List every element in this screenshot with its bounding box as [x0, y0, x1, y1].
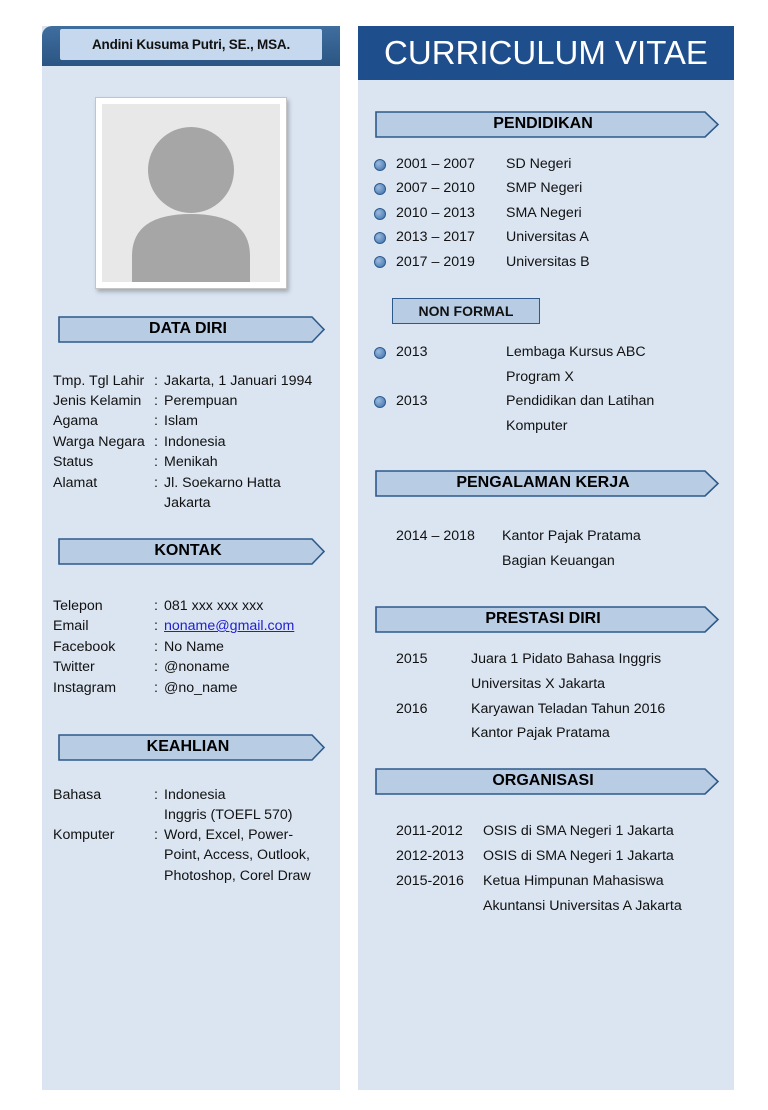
- course-year: 2013: [396, 393, 428, 409]
- achievement-year: 2016: [396, 701, 428, 717]
- bullet-icon: [374, 232, 386, 244]
- field-value: Jakarta, 1 Januari 1994: [164, 373, 313, 389]
- section-title: PENGALAMAN KERJA: [456, 474, 630, 491]
- section-heading-non-formal: NON FORMAL: [392, 298, 540, 324]
- education-school: SMP Negeri: [506, 180, 583, 196]
- course-name: Lembaga Kursus ABC: [506, 344, 646, 360]
- facebook-value: No Name: [164, 639, 224, 655]
- organization-years: 2012-2013: [396, 848, 464, 864]
- field-label: Jenis Kelamin: [53, 393, 142, 409]
- section-heading-keahlian: [58, 734, 326, 760]
- organization-text: Ketua Himpunan Mahasiswa: [483, 873, 664, 889]
- field-separator: :: [154, 787, 158, 803]
- section-title: PENDIDIKAN: [493, 115, 593, 132]
- job-years: 2014 – 2018: [396, 528, 475, 544]
- education-years: 2017 – 2019: [396, 254, 475, 270]
- organization-text: OSIS di SMA Negeri 1 Jakarta: [483, 823, 674, 839]
- education-years: 2010 – 2013: [396, 205, 475, 221]
- education-school: SMA Negeri: [506, 205, 582, 221]
- computer-skill-value: Point, Access, Outlook,: [164, 847, 310, 863]
- field-separator: :: [154, 659, 158, 675]
- phone-value: 081 xxx xxx xxx: [164, 598, 264, 614]
- education-years: 2013 – 2017: [396, 229, 475, 245]
- field-label: Instagram: [53, 680, 117, 696]
- section-title: DATA DIRI: [149, 320, 227, 337]
- bullet-icon: [374, 183, 386, 195]
- computer-skill-value: Word, Excel, Power-: [164, 827, 294, 843]
- bullet-icon: [374, 159, 386, 171]
- achievement-text: Universitas X Jakarta: [471, 676, 606, 692]
- person-name: Andini Kusuma Putri, SE., MSA.: [60, 29, 322, 60]
- section-title: KEAHLIAN: [146, 738, 230, 755]
- course-year: 2013: [396, 344, 428, 360]
- section-title: KONTAK: [154, 542, 222, 559]
- field-separator: :: [154, 680, 158, 696]
- field-value: Perempuan: [164, 393, 238, 409]
- profile-photo: [95, 97, 287, 289]
- field-label: Bahasa: [53, 787, 102, 803]
- field-label: Status: [53, 454, 94, 470]
- achievement-text: Kantor Pajak Pratama: [471, 725, 610, 741]
- education-school: Universitas B: [506, 254, 590, 270]
- language-value: Inggris (TOEFL 570): [164, 807, 293, 823]
- field-separator: :: [154, 393, 158, 409]
- section-title: ORGANISASI: [492, 772, 594, 789]
- course-name: Pendidikan dan Latihan: [506, 393, 655, 409]
- education-school: Universitas A: [506, 229, 589, 245]
- organization-years: 2015-2016: [396, 873, 464, 889]
- organization-text: OSIS di SMA Negeri 1 Jakarta: [483, 848, 674, 864]
- course-name: Komputer: [506, 418, 568, 434]
- bullet-icon: [374, 347, 386, 359]
- person-silhouette-icon: [102, 104, 280, 282]
- field-separator: :: [154, 639, 158, 655]
- instagram-value: @no_name: [164, 680, 238, 696]
- job-employer: Kantor Pajak Pratama: [502, 528, 641, 544]
- field-label: Facebook: [53, 639, 116, 655]
- field-separator: :: [154, 454, 158, 470]
- email-link[interactable]: noname@gmail.com: [164, 618, 295, 634]
- field-separator: :: [154, 373, 158, 389]
- achievement-year: 2015: [396, 651, 428, 667]
- education-school: SD Negeri: [506, 156, 572, 172]
- field-separator: :: [154, 434, 158, 450]
- field-value: Jl. Soekarno Hatta: [164, 475, 281, 491]
- section-heading-organisasi: [375, 768, 720, 794]
- field-separator: :: [154, 618, 158, 634]
- course-name: Program X: [506, 369, 574, 385]
- organization-years: 2011-2012: [396, 823, 463, 839]
- twitter-value: @noname: [164, 659, 230, 675]
- field-label: Telepon: [53, 598, 103, 614]
- section-heading-data-diri: [58, 316, 326, 342]
- field-value: Menikah: [164, 454, 218, 470]
- section-heading-pengalaman-kerja: [375, 470, 720, 496]
- field-label: Email: [53, 618, 89, 634]
- bullet-icon: [374, 256, 386, 268]
- achievement-text: Karyawan Teladan Tahun 2016: [471, 701, 666, 717]
- field-separator: :: [154, 413, 158, 429]
- field-label: Warga Negara: [53, 434, 145, 450]
- field-value: Islam: [164, 413, 198, 429]
- job-division: Bagian Keuangan: [502, 553, 615, 569]
- bullet-icon: [374, 208, 386, 220]
- field-label: Twitter: [53, 659, 95, 675]
- field-label: Komputer: [53, 827, 115, 843]
- field-label: Alamat: [53, 475, 98, 491]
- cv-title: CURRICULUM VITAE: [358, 26, 734, 80]
- education-years: 2001 – 2007: [396, 156, 475, 172]
- section-heading-kontak: [58, 538, 326, 564]
- achievement-text: Juara 1 Pidato Bahasa Inggris: [471, 651, 662, 667]
- field-separator: :: [154, 475, 158, 491]
- field-value-continued: Jakarta: [164, 495, 211, 511]
- language-value: Indonesia: [164, 787, 226, 803]
- computer-skill-value: Photoshop, Corel Draw: [164, 868, 311, 884]
- section-heading-pendidikan: [375, 111, 720, 137]
- field-separator: :: [154, 598, 158, 614]
- field-value: Indonesia: [164, 434, 226, 450]
- field-separator: :: [154, 827, 158, 843]
- organization-text: Akuntansi Universitas A Jakarta: [483, 898, 682, 914]
- field-label: Agama: [53, 413, 98, 429]
- section-heading-prestasi-diri: [375, 606, 720, 632]
- field-label: Tmp. Tgl Lahir: [53, 373, 145, 389]
- section-title: PRESTASI DIRI: [485, 610, 601, 627]
- education-years: 2007 – 2010: [396, 180, 475, 196]
- bullet-icon: [374, 396, 386, 408]
